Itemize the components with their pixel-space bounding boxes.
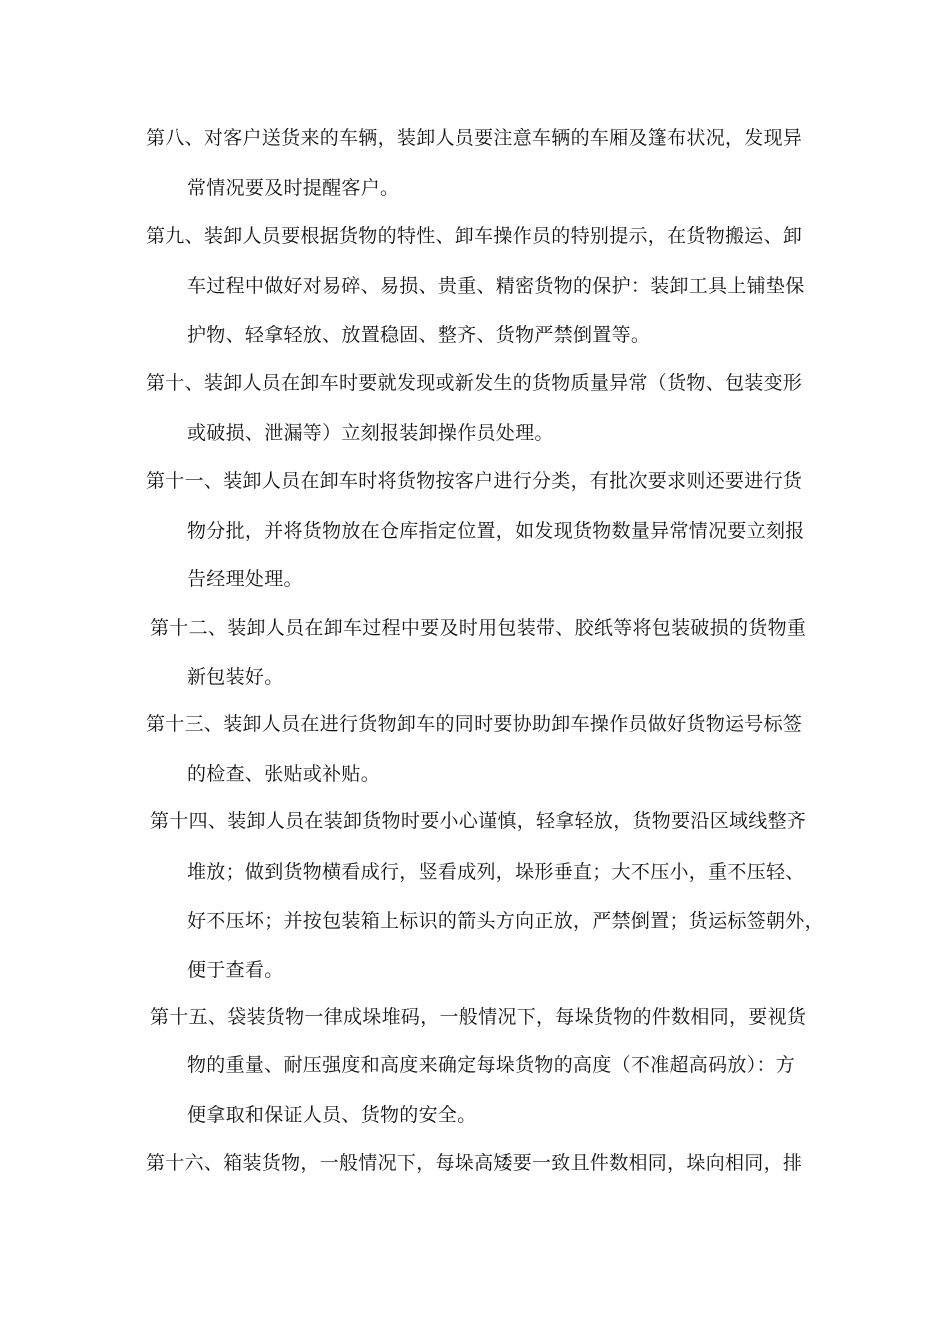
- article-12-line-2: 新包装好。: [187, 666, 284, 688]
- article-9-line-1: 第九、装卸人员要根据货物的特性、卸车操作员的特别提示，在货物搬运、卸: [146, 225, 803, 247]
- article-9-line-3: 护物、轻拿轻放、放置稳固、整齐、货物严禁倒置等。: [187, 324, 651, 346]
- article-14-line-1: 第十四、装卸人员在装卸货物时要小心谨慎，轻拿轻放，货物要沿区域线整齐: [150, 810, 807, 832]
- article-11-line-1: 第十一、装卸人员在卸车时将货物按客户进行分类，有批次要求则还要进行货: [146, 470, 803, 492]
- article-14-line-4: 便于查看。: [187, 959, 284, 981]
- article-13-line-2: 的检查、张贴或补贴。: [187, 763, 381, 785]
- article-8-line-1: 第八、对客户送货来的车辆，装卸人员要注意车辆的车厢及篷布状况，发现异: [146, 127, 803, 149]
- article-15-line-2: 物的重量、耐压强度和高度来确定每垛货物的高度（不准超高码放）：方: [187, 1054, 796, 1076]
- article-8-line-2: 常情况要及时提醒客户。: [187, 177, 400, 199]
- article-15-line-3: 便拿取和保证人员、货物的安全。: [187, 1104, 477, 1126]
- article-12-line-1: 第十二、装卸人员在卸车过程中要及时用包装带、胶纸等将包装破损的货物重: [150, 617, 807, 639]
- article-10-line-1: 第十、装卸人员在卸车时要就发现或新发生的货物质量异常（货物、包装变形: [146, 372, 803, 394]
- article-10-line-2: 或破损、泄漏等）立刻报装卸操作员处理。: [187, 422, 554, 444]
- article-14-line-2: 堆放；做到货物横看成行，竖看成列，垛形垂直；大不压小，重不压轻、: [187, 861, 805, 883]
- article-9-line-2: 车过程中做好对易碎、易损、贵重、精密货物的保护：装卸工具上铺垫保: [187, 275, 805, 297]
- article-13-line-1: 第十三、装卸人员在进行货物卸车的同时要协助卸车操作员做好货物运号标签: [146, 713, 803, 735]
- article-15-line-1: 第十五、袋装货物一律成垛堆码，一般情况下，每垛货物的件数相同，要视货: [150, 1006, 807, 1028]
- article-14-line-3: 好不压坏；并按包装箱上标识的箭头方向正放，严禁倒置；货运标签朝外，: [187, 910, 824, 932]
- article-11-line-2: 物分批，并将货物放在仓库指定位置，如发现货物数量异常情况要立刻报: [187, 520, 805, 542]
- article-11-line-3: 告经理处理。: [187, 568, 303, 590]
- article-16-line-1: 第十六、箱装货物，一般情况下，每垛高矮要一致且件数相同，垛向相同，排: [146, 1152, 803, 1174]
